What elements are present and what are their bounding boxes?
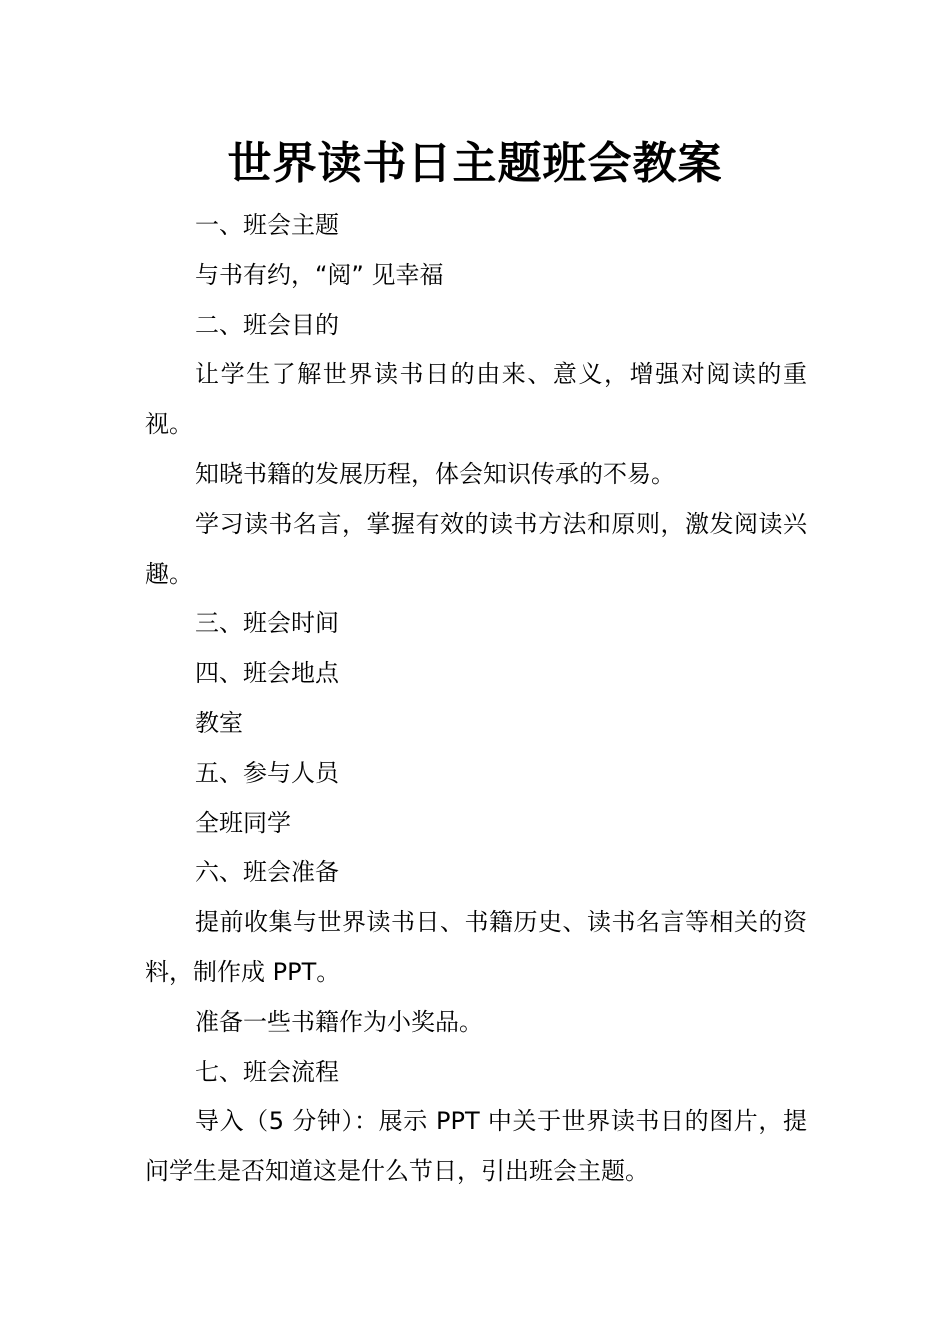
paragraph-participants-text: 全班同学 — [195, 808, 291, 837]
document-body — [145, 201, 807, 1197]
paragraph-purpose-3: 学习读书名言，掌握有效的读书方法和原则，激发阅读兴趣。 — [145, 509, 807, 588]
paragraph-process-intro: 导入（5 分钟）：展示 PPT 中关于世界读书日的图片，提问学生是否知道这是什么节日，引出班会主题。 — [145, 1107, 807, 1186]
section-heading-time: 三、班会时间 — [195, 609, 339, 638]
section-heading-purpose: 二、班会目的 — [195, 310, 339, 339]
paragraph-preparation-2: 准备一些书籍作为小奖品。 — [195, 1007, 483, 1036]
paragraph-location-text: 教室 — [195, 708, 243, 737]
section-heading-theme: 一、班会主题 — [195, 211, 339, 239]
paragraph-purpose-2: 知晓书籍的发展历程，体会知识传承的不易。 — [195, 459, 675, 488]
section-heading-preparation: 六、班会准备 — [195, 858, 339, 887]
paragraph-preparation-1: 提前收集与世界读书日、书籍历史、读书名言等相关的资料，制作成 PPT。 — [145, 908, 807, 986]
paragraph-theme-text: 与书有约，“阅” 见幸福 — [195, 260, 444, 289]
paragraph-purpose-1: 让学生了解世界读书日的由来、意义，增强对阅读的重视。 — [145, 360, 807, 439]
document-title: 世界读书日主题班会教案 — [227, 138, 723, 189]
section-heading-process: 七、班会流程 — [195, 1057, 339, 1086]
section-heading-participants: 五、参与人员 — [195, 758, 339, 787]
section-heading-location: 四、班会地点 — [195, 659, 339, 688]
